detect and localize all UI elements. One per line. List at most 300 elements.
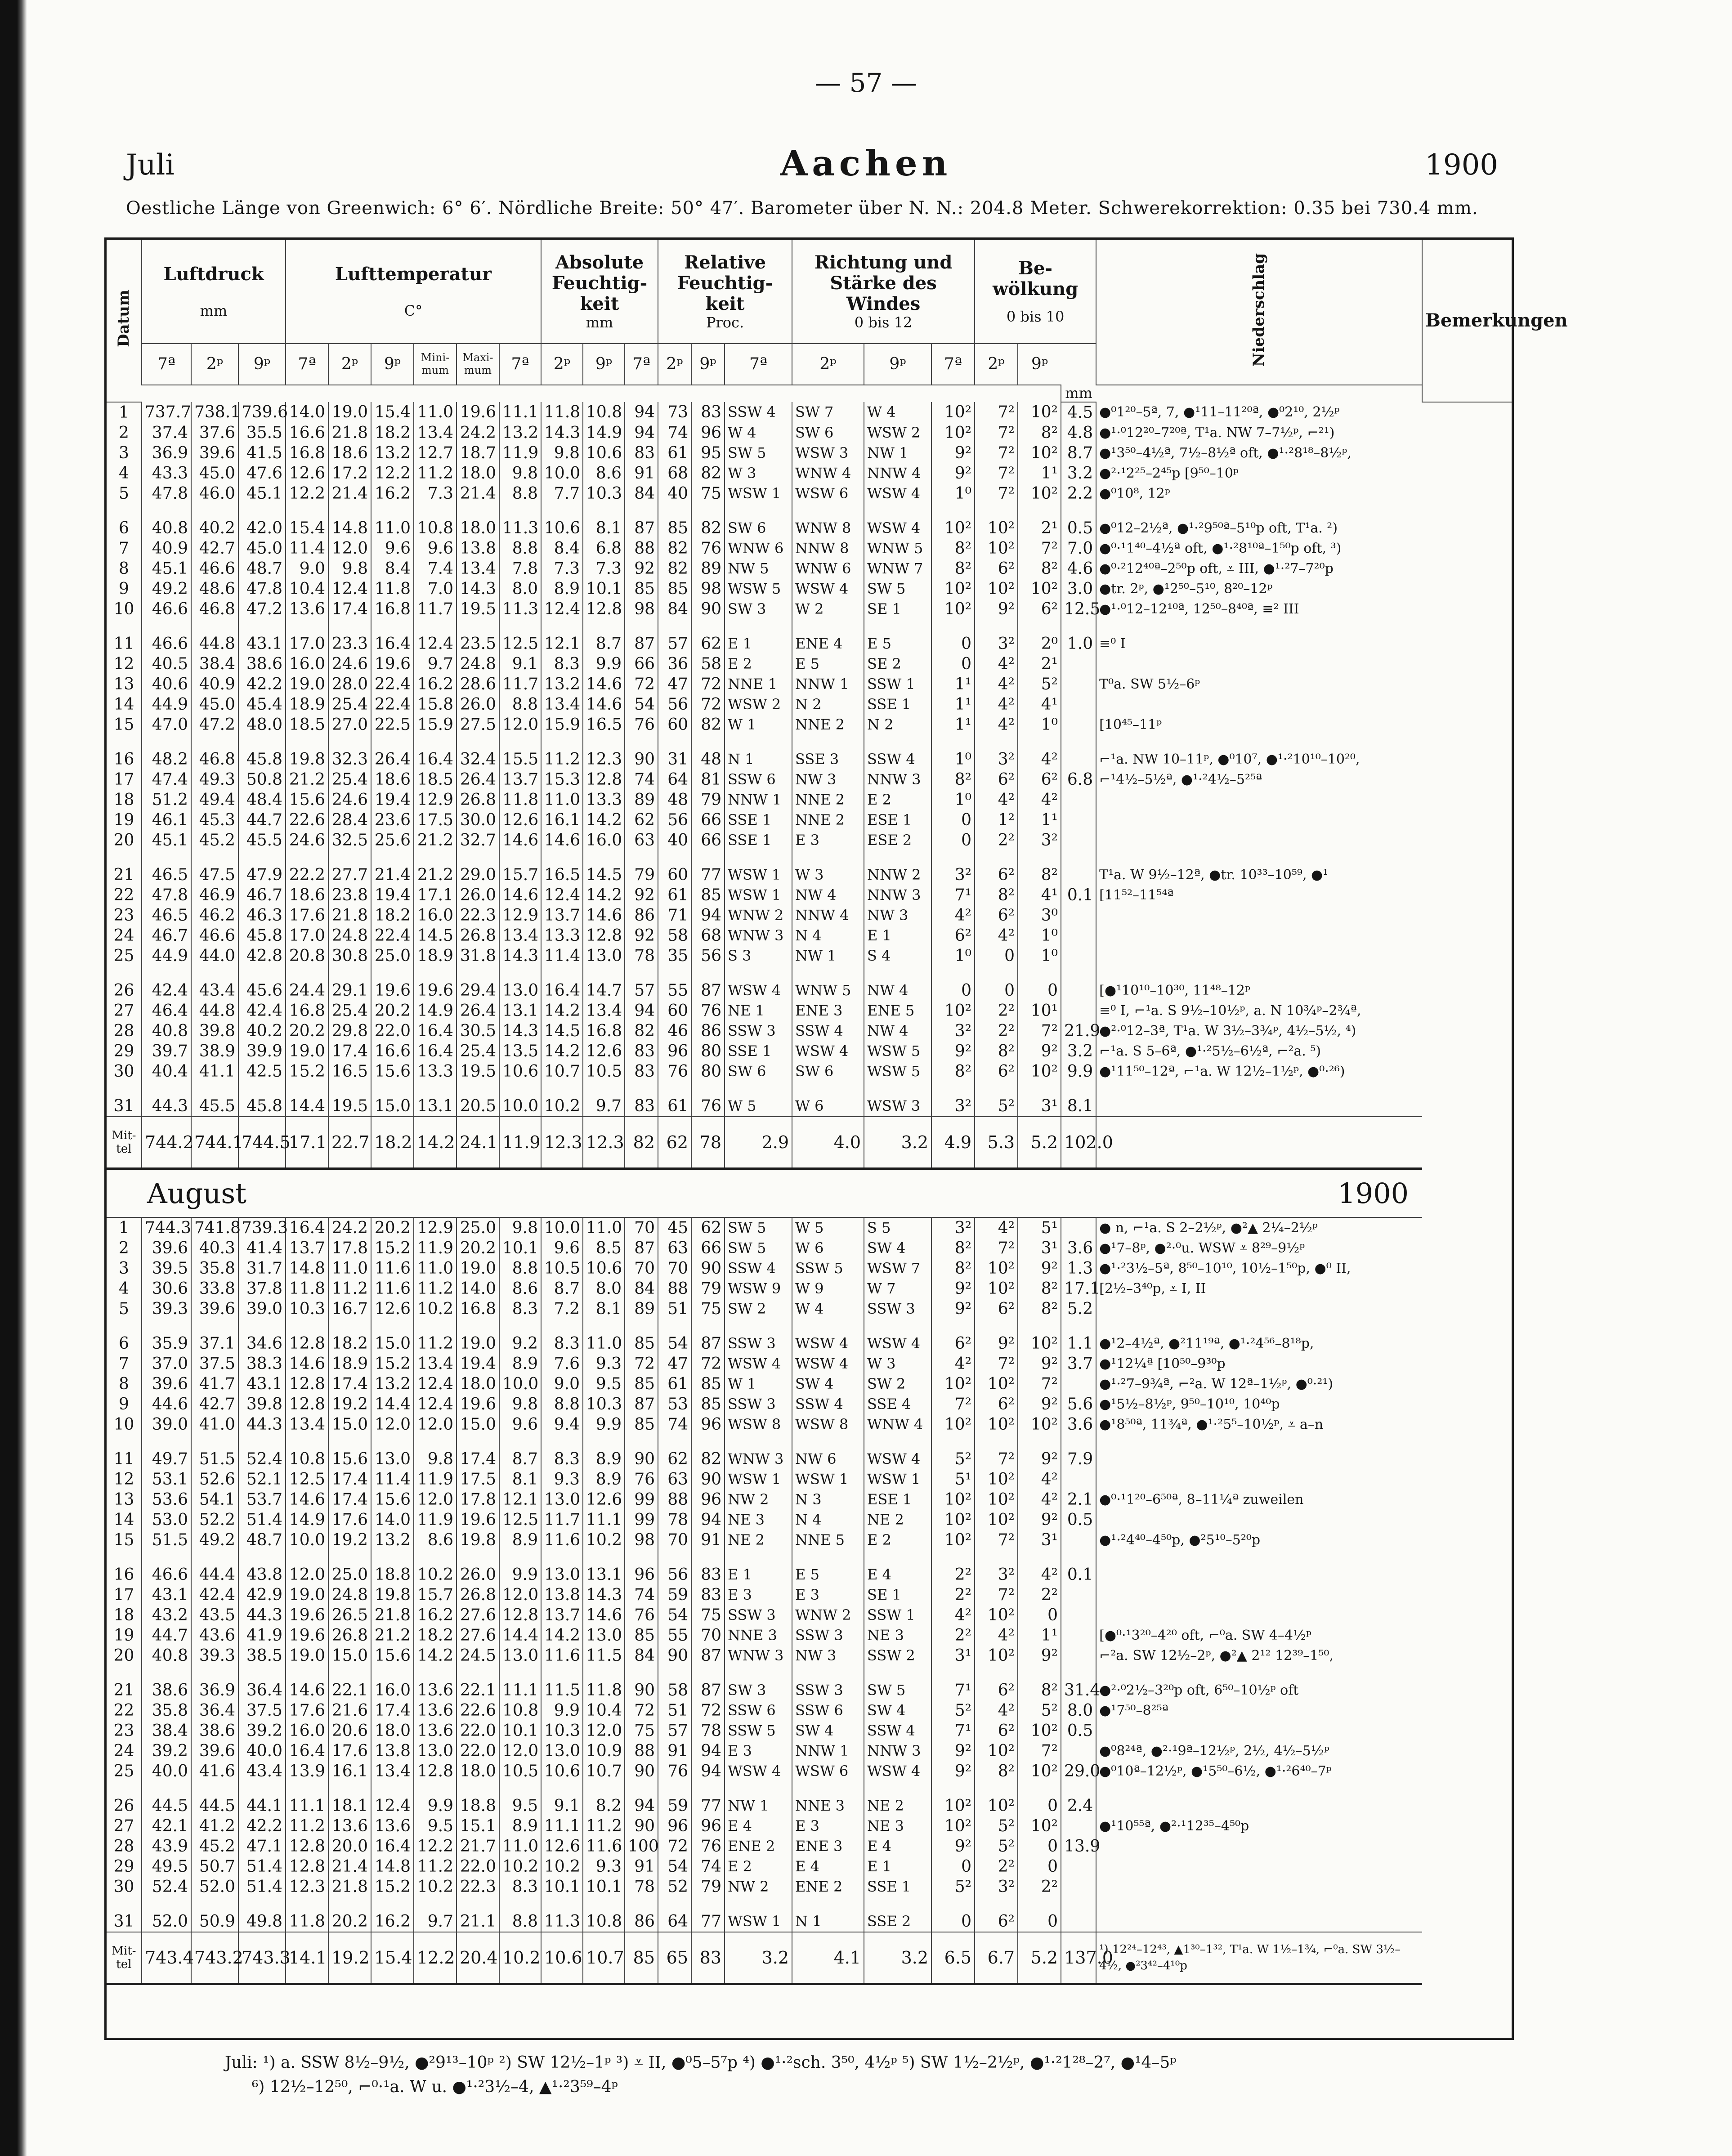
- table-cell: 14.5: [541, 1021, 583, 1041]
- table-cell: 79: [691, 790, 725, 810]
- table-cell: 43.1: [238, 634, 286, 654]
- table-cell: E 3: [725, 1741, 792, 1761]
- table-cell: 12.9: [414, 1217, 456, 1238]
- table-cell: [1061, 1877, 1096, 1897]
- table-cell: [1096, 830, 1422, 850]
- table-cell: 8.9: [499, 1530, 541, 1550]
- table-cell: 8.1: [499, 1469, 541, 1490]
- row-gap: [107, 1550, 1512, 1565]
- table-cell: 13.6: [286, 599, 328, 619]
- table-cell: 61: [658, 885, 691, 905]
- table-cell: 45.0: [191, 463, 238, 483]
- table-cell: 30.8: [328, 946, 371, 966]
- table-cell: SW 4: [864, 1238, 931, 1258]
- table-cell: SSE 3: [792, 749, 864, 769]
- table-cell: 8.7: [499, 1449, 541, 1469]
- table-cell: 7²: [975, 1354, 1018, 1374]
- table-cell: 24: [113, 1741, 134, 1760]
- table-cell: 40.0: [142, 1761, 191, 1781]
- table-cell: 11.1: [583, 1510, 625, 1530]
- table-cell: 29.0: [456, 865, 499, 885]
- table-cell: ●⁰8²⁴ª, ●²·¹9ª–12½ᵖ, 2½, 4½–5½ᵖ: [1096, 1741, 1422, 1761]
- table-cell: [1096, 1449, 1422, 1469]
- table-cell: 31.4: [1061, 1680, 1096, 1700]
- table-cell: 11.5: [541, 1680, 583, 1700]
- table-cell: 70: [658, 1258, 691, 1279]
- table-cell: [1096, 1796, 1422, 1816]
- table-cell: W 6: [792, 1238, 864, 1258]
- table-cell: 25.6: [371, 830, 414, 850]
- table-cell: 42.7: [191, 1394, 238, 1414]
- table-cell: 45.8: [238, 1096, 286, 1117]
- table-cell: 12.2: [286, 483, 328, 504]
- table-cell: 56: [658, 810, 691, 830]
- table-row: [107, 1761, 1512, 1781]
- table-cell: 39.5: [142, 1258, 191, 1279]
- table-cell: 40: [658, 483, 691, 504]
- mean-cell: 12.3: [583, 1117, 625, 1169]
- table-cell: 75: [691, 483, 725, 504]
- col-luftdruck: Luftdruck: [163, 263, 264, 285]
- table-cell: 48.7: [238, 559, 286, 579]
- table-cell: 22: [113, 1701, 134, 1720]
- table-cell: 10.3: [286, 1299, 328, 1319]
- table-cell: 12.4: [328, 579, 371, 599]
- table-cell: 10²: [1018, 1061, 1061, 1082]
- table-cell: 52.0: [191, 1877, 238, 1897]
- table-cell: 39.2: [142, 1741, 191, 1761]
- table-cell: 96: [658, 1041, 691, 1061]
- table-cell: 4²: [1018, 1469, 1061, 1490]
- table-cell: 25.0: [456, 1217, 499, 1238]
- table-cell: [1061, 694, 1096, 715]
- table-cell: 99: [625, 1490, 658, 1510]
- table-cell: 18.0: [456, 518, 499, 538]
- table-cell: 11.6: [371, 1258, 414, 1279]
- table-cell: 85: [691, 1374, 725, 1394]
- table-cell: ⌐²a. SW 12½–2ᵖ, ●²▲ 2¹² 12³⁹–1⁵⁰,: [1096, 1646, 1422, 1666]
- mean-cell: 5.3: [975, 1117, 1018, 1169]
- table-cell: [1096, 1605, 1422, 1625]
- table-cell: 83: [691, 1565, 725, 1585]
- table-cell: 10²: [1018, 1333, 1061, 1354]
- table-cell: 10²: [1018, 1721, 1061, 1741]
- table-cell: 34.6: [238, 1333, 286, 1354]
- table-cell: ● n, ⌐¹a. S 2–2½ᵖ, ●²▲ 2¼–2½ᵖ: [1096, 1217, 1422, 1238]
- mean-cell: 6.5: [931, 1932, 975, 1984]
- table-cell: 74: [658, 1414, 691, 1435]
- table-cell: 3²: [975, 749, 1018, 769]
- table-cell: 1¹: [931, 694, 975, 715]
- table-cell: 10.8: [286, 1449, 328, 1469]
- table-cell: 63: [625, 830, 658, 850]
- table-cell: ●¹7–8ᵖ, ●²·⁰u. WSW ⩡ 8²⁹–9½ᵖ: [1096, 1238, 1422, 1258]
- table-cell: 10²: [931, 1374, 975, 1394]
- table-cell: WNW 3: [725, 1646, 792, 1666]
- table-cell: 17.1: [414, 885, 456, 905]
- table-cell: 0: [1018, 1605, 1061, 1625]
- table-cell: 13.0: [541, 1565, 583, 1585]
- table-cell: 4.6: [1061, 559, 1096, 579]
- table-cell: 3.2: [1061, 1041, 1096, 1061]
- table-cell: 59: [658, 1796, 691, 1816]
- table-cell: 19: [113, 810, 134, 829]
- table-cell: [1096, 1585, 1422, 1605]
- table-cell: 35: [658, 946, 691, 966]
- table-cell: 11.6: [371, 1279, 414, 1299]
- table-cell: 41.2: [191, 1816, 238, 1836]
- table-cell: 45.5: [191, 1096, 238, 1117]
- table-cell: 99: [625, 1510, 658, 1530]
- table-cell: SW 6: [725, 1061, 792, 1082]
- table-cell: 8.5: [583, 1238, 625, 1258]
- table-cell: 7.2: [541, 1299, 583, 1319]
- table-cell: 61: [658, 443, 691, 463]
- table-cell: 4²: [1018, 790, 1061, 810]
- table-cell: [1061, 1217, 1096, 1238]
- table-cell: 17.6: [328, 1741, 371, 1761]
- table-cell: 6²: [1018, 599, 1061, 619]
- table-cell: 14.6: [541, 830, 583, 850]
- table-cell: 8.1: [583, 518, 625, 538]
- table-cell: 27.5: [456, 715, 499, 735]
- mean-cell: 2.9: [725, 1117, 792, 1169]
- table-cell: 9.8: [328, 559, 371, 579]
- table-cell: WNW 4: [864, 1414, 931, 1435]
- table-cell: 16.0: [286, 1721, 328, 1741]
- mean-cell: 24.1: [456, 1117, 499, 1169]
- table-cell: 56: [658, 1565, 691, 1585]
- table-cell: 63: [658, 1469, 691, 1490]
- table-cell: 8²: [931, 1238, 975, 1258]
- table-cell: 72: [691, 694, 725, 715]
- table-cell: 17: [113, 770, 134, 789]
- table-cell: 7.4: [414, 559, 456, 579]
- table-row: [107, 599, 1512, 619]
- table-cell: 78: [658, 1510, 691, 1530]
- table-cell: 10²: [975, 1258, 1018, 1279]
- table-row: [107, 1721, 1512, 1741]
- table-cell: N 2: [864, 715, 931, 735]
- table-cell: 39.6: [191, 1299, 238, 1319]
- table-cell: 9²: [931, 1279, 975, 1299]
- table-cell: 20.2: [456, 1238, 499, 1258]
- table-cell: [1096, 1856, 1422, 1877]
- table-cell: 18.9: [286, 694, 328, 715]
- table-cell: SSW 3: [725, 1021, 792, 1041]
- table-cell: 39.7: [142, 1041, 191, 1061]
- table-row: [107, 1449, 1512, 1469]
- table-cell: ●¹7⁵⁰–8²⁵ª: [1096, 1700, 1422, 1721]
- table-cell: 11.2: [541, 749, 583, 769]
- table-cell: WSW 4: [864, 518, 931, 538]
- table-cell: 38.5: [238, 1646, 286, 1666]
- table-cell: E 4: [864, 1565, 931, 1585]
- table-cell: 8²: [975, 1761, 1018, 1781]
- table-cell: 10.8: [414, 518, 456, 538]
- table-cell: 18.6: [286, 885, 328, 905]
- table-cell: 8.0: [499, 579, 541, 599]
- table-cell: 2²: [975, 1856, 1018, 1877]
- table-cell: 9.9: [583, 654, 625, 674]
- table-cell: 1¹: [931, 715, 975, 735]
- table-cell: 26.4: [371, 749, 414, 769]
- table-cell: 11.2: [286, 1816, 328, 1836]
- table-cell: 82: [691, 1449, 725, 1469]
- table-cell: 43.6: [191, 1625, 238, 1646]
- table-cell: 52: [658, 1877, 691, 1897]
- table-cell: WSW 4: [864, 1333, 931, 1354]
- table-cell: 12.8: [286, 1856, 328, 1877]
- table-cell: 12.4: [371, 1796, 414, 1816]
- table-cell: 17.0: [286, 634, 328, 654]
- table-cell: 46.8: [191, 749, 238, 769]
- table-cell: 49.2: [142, 579, 191, 599]
- table-cell: 9.8: [541, 443, 583, 463]
- table-cell: 0: [931, 654, 975, 674]
- table-cell: 52.4: [142, 1877, 191, 1897]
- table-cell: 25.4: [328, 769, 371, 790]
- table-cell: 85: [625, 1374, 658, 1394]
- table-cell: 7¹: [931, 1721, 975, 1741]
- table-cell: WSW 1: [725, 1469, 792, 1490]
- table-cell: 45.8: [238, 926, 286, 946]
- table-cell: 15.2: [371, 1877, 414, 1897]
- mean-cell: 22.7: [328, 1117, 371, 1169]
- table-cell: 12.8: [286, 1394, 328, 1414]
- table-cell: 5.2: [1061, 1299, 1096, 1319]
- table-cell: 10²: [1018, 1414, 1061, 1435]
- table-cell: 9²: [931, 1836, 975, 1856]
- table-cell: W 3: [792, 865, 864, 885]
- table-cell: 1¹: [1018, 1625, 1061, 1646]
- table-cell: 6²: [975, 1721, 1018, 1741]
- table-cell: 16.8: [286, 1001, 328, 1021]
- table-cell: 13.4: [414, 1354, 456, 1374]
- table-cell: W 4: [864, 402, 931, 423]
- table-cell: 16.5: [328, 1061, 371, 1082]
- table-cell: 3.6: [1061, 1414, 1096, 1435]
- mean-cell: 4.0: [792, 1117, 864, 1169]
- table-cell: 31.7: [238, 1258, 286, 1279]
- table-row: [107, 654, 1512, 674]
- table-cell: 42.0: [238, 518, 286, 538]
- table-cell: 16.1: [328, 1761, 371, 1781]
- table-cell: 738.1: [191, 402, 238, 423]
- table-cell: 8²: [1018, 865, 1061, 885]
- table-cell: 9²: [1018, 1646, 1061, 1666]
- table-cell: 22.4: [371, 694, 414, 715]
- table-cell: 4²: [1018, 1490, 1061, 1510]
- table-cell: 50.7: [191, 1856, 238, 1877]
- table-cell: SSE 1: [725, 830, 792, 850]
- table-cell: 1.3: [1061, 1258, 1096, 1279]
- table-cell: 37.4: [142, 423, 191, 443]
- table-cell: 19.0: [286, 674, 328, 694]
- table-cell: 13.0: [499, 1646, 541, 1666]
- table-cell: 32.7: [456, 830, 499, 850]
- mean-row: [107, 1117, 1512, 1169]
- table-cell: 4²: [1018, 1565, 1061, 1585]
- table-cell: S 3: [725, 946, 792, 966]
- table-cell: 45.4: [238, 694, 286, 715]
- table-cell: 7²: [931, 1394, 975, 1414]
- table-cell: 22.5: [371, 715, 414, 735]
- table-row: [107, 946, 1512, 966]
- table-cell: 19.8: [456, 1530, 499, 1550]
- table-cell: 14.6: [583, 1605, 625, 1625]
- table-cell: 42.4: [142, 980, 191, 1001]
- table-cell: 26.8: [456, 790, 499, 810]
- row-gap: [107, 504, 1512, 518]
- table-cell: 24.6: [328, 654, 371, 674]
- table-cell: 12.0: [414, 1490, 456, 1510]
- table-cell: SW 3: [725, 1680, 792, 1700]
- table-row: [107, 1585, 1512, 1605]
- table-cell: 30: [113, 1062, 134, 1081]
- table-cell: 3¹: [931, 1646, 975, 1666]
- table-cell: SW 5: [725, 443, 792, 463]
- table-row: [107, 1374, 1512, 1394]
- table-cell: 10.8: [499, 1700, 541, 1721]
- table-cell: 8.3: [541, 654, 583, 674]
- col-abs-feuchtigkeit: Absolute Feuchtig-keit: [551, 251, 648, 314]
- table-cell: 8.8: [499, 538, 541, 559]
- table-cell: 22: [113, 886, 134, 904]
- table-cell: 52.4: [238, 1449, 286, 1469]
- table-cell: 12.3: [286, 1877, 328, 1897]
- table-cell: SSW 1: [864, 1605, 931, 1625]
- table-cell: 87: [691, 1646, 725, 1666]
- table-cell: SSW 4: [725, 402, 792, 423]
- table-cell: 7²: [1018, 1374, 1061, 1394]
- table-cell: 13: [113, 675, 134, 693]
- table-cell: 11.3: [499, 518, 541, 538]
- table-cell: WNW 8: [792, 518, 864, 538]
- table-cell: 13.6: [328, 1816, 371, 1836]
- table-cell: 8.4: [541, 538, 583, 559]
- table-cell: 13: [113, 1490, 134, 1509]
- mean-cell: [1096, 1117, 1422, 1169]
- table-cell: 86: [625, 905, 658, 926]
- table-cell: 17.4: [328, 1041, 371, 1061]
- table-cell: 58: [691, 654, 725, 674]
- table-cell: E 5: [792, 654, 864, 674]
- table-cell: 14.4: [286, 1096, 328, 1117]
- mean-cell: 3.2: [725, 1932, 792, 1984]
- table-cell: 16.8: [371, 599, 414, 619]
- mean-cell: 5.2: [1018, 1117, 1061, 1169]
- table-cell: 26.8: [328, 1625, 371, 1646]
- table-cell: 13.7: [499, 769, 541, 790]
- table-cell: 25: [113, 946, 134, 965]
- table-cell: [●¹10¹⁰–10³⁰, 11⁴⁸–12ᵖ: [1096, 980, 1422, 1001]
- table-cell: 72: [691, 1354, 725, 1374]
- table-cell: 9²: [931, 1761, 975, 1781]
- table-cell: 46.7: [238, 885, 286, 905]
- table-cell: 10²: [975, 1469, 1018, 1490]
- table-cell: 7.0: [414, 579, 456, 599]
- table-cell: 16.4: [371, 634, 414, 654]
- table-cell: W 3: [864, 1354, 931, 1374]
- table-cell: SE 1: [864, 599, 931, 619]
- table-cell: W 3: [725, 463, 792, 483]
- table-cell: 9.8: [499, 1394, 541, 1414]
- table-cell: 96: [691, 1490, 725, 1510]
- table-row: [107, 674, 1512, 694]
- table-cell: 14.8: [371, 1856, 414, 1877]
- table-cell: 17.1: [1061, 1279, 1096, 1299]
- table-cell: [1061, 749, 1096, 769]
- table-cell: 53.1: [142, 1469, 191, 1490]
- table-cell: 13.2: [499, 423, 541, 443]
- row-gap: [107, 1082, 1512, 1096]
- table-cell: 85: [625, 579, 658, 599]
- table-cell: 28: [113, 1837, 134, 1856]
- table-cell: 48.7: [238, 1530, 286, 1550]
- table-cell: 66: [625, 654, 658, 674]
- table-cell: 7²: [975, 1238, 1018, 1258]
- table-cell: 13.1: [583, 1565, 625, 1585]
- table-cell: 7.3: [583, 559, 625, 579]
- table-cell: 24.5: [456, 1646, 499, 1666]
- table-cell: 9.6: [499, 1414, 541, 1435]
- station-coordinates: Oestliche Länge von Greenwich: 6° 6′. Nördliche Breite: 50° 47′. Barometer über N. N.: 204.8 Meter. Schwerekorrektion: 0.35 bei 730.4 mm.: [126, 198, 1478, 219]
- table-cell: 17.6: [286, 1700, 328, 1721]
- table-cell: [1061, 790, 1096, 810]
- table-cell: SW 3: [725, 599, 792, 619]
- col-lufttemperatur: Lufttemperatur: [335, 263, 492, 285]
- table-cell: 12.0: [371, 1414, 414, 1435]
- table-cell: 4¹: [1018, 694, 1061, 715]
- table-cell: 0: [931, 1911, 975, 1932]
- table-cell: 38.9: [191, 1041, 238, 1061]
- table-cell: 45.0: [238, 538, 286, 559]
- table-cell: 39.0: [142, 1414, 191, 1435]
- table-cell: 9²: [1018, 1258, 1061, 1279]
- table-cell: 62: [691, 1217, 725, 1238]
- table-cell: 89: [625, 1299, 658, 1319]
- page-number: — 57 —: [815, 67, 917, 98]
- table-cell: 11.8: [541, 402, 583, 423]
- table-cell: 13.3: [541, 926, 583, 946]
- table-cell: 18.8: [456, 1796, 499, 1816]
- table-cell: 44.8: [191, 1001, 238, 1021]
- table-cell: 14.0: [371, 1510, 414, 1530]
- table-cell: 46: [658, 1021, 691, 1041]
- table-cell: [1096, 1469, 1422, 1490]
- table-cell: 11.5: [583, 1646, 625, 1666]
- table-cell: 13.4: [583, 1001, 625, 1021]
- table-cell: 90: [691, 1258, 725, 1279]
- table-cell: 9.7: [414, 1911, 456, 1932]
- table-cell: 10.5: [583, 1061, 625, 1082]
- table-cell: NW 4: [864, 1021, 931, 1041]
- table-cell: 6²: [975, 559, 1018, 579]
- table-cell: 25.0: [371, 946, 414, 966]
- table-cell: 11.8: [286, 1279, 328, 1299]
- table-cell: 29: [113, 1042, 134, 1060]
- table-cell: 6.8: [1061, 769, 1096, 790]
- table-cell: 10.2: [541, 1856, 583, 1877]
- table-cell: 9: [119, 579, 129, 598]
- table-cell: 4.5: [1061, 402, 1096, 423]
- table-cell: 56: [691, 946, 725, 966]
- table-cell: 100: [625, 1836, 658, 1856]
- table-cell: W 6: [792, 1096, 864, 1117]
- table-cell: [1061, 674, 1096, 694]
- table-cell: WNW 6: [725, 538, 792, 559]
